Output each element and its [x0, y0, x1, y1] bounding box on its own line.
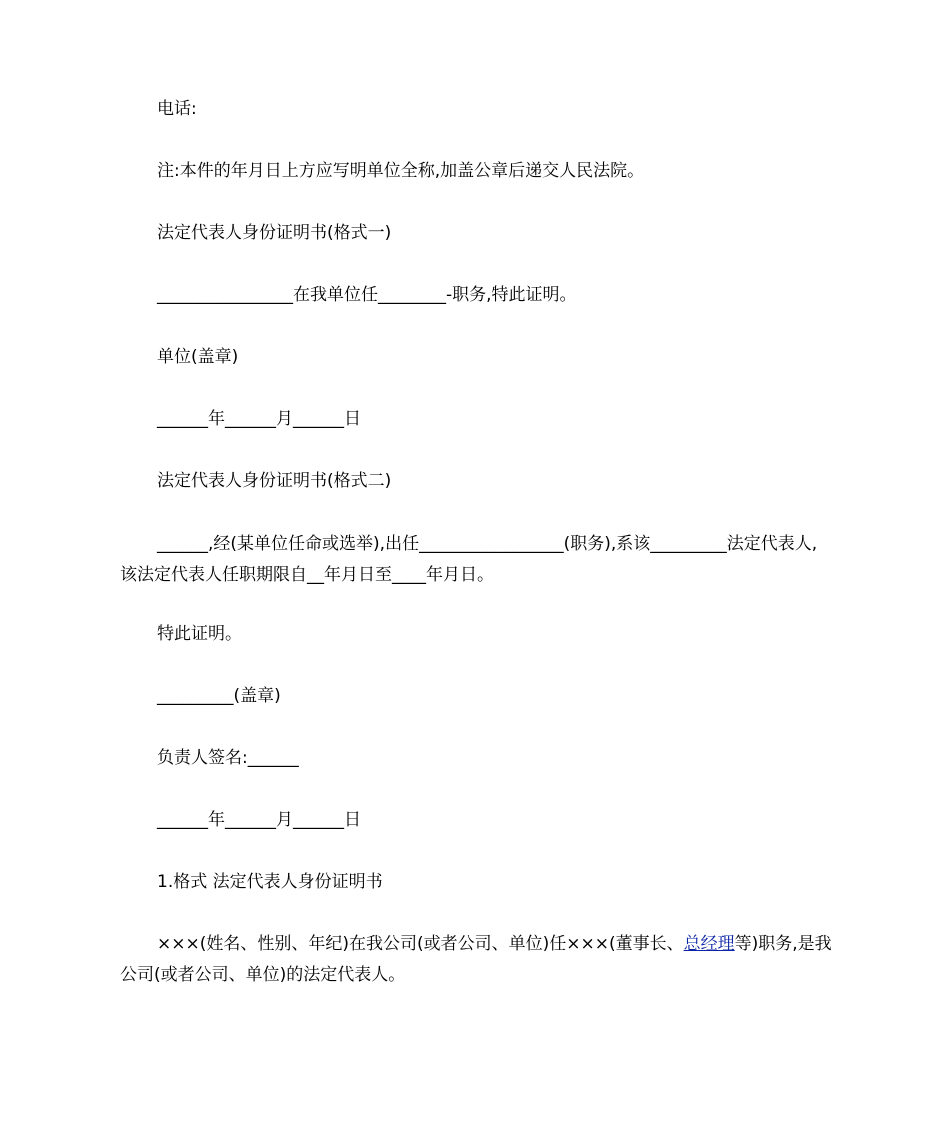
section1-body-end: 等)职务,是我公司(或者公司、单位)的法定代表人。 — [120, 934, 832, 985]
format2-signature: 负责人签名:______ — [157, 748, 299, 768]
note-paragraph: 注:本件的年月日上方应写明单位全称,加盖公章后递交人民法院。 — [157, 161, 645, 181]
general-manager-link[interactable]: 总经理 — [683, 934, 735, 954]
format2-date: ______年______月______日 — [157, 810, 361, 830]
format2-title: 法定代表人身份证明书(格式二) — [157, 471, 392, 491]
format2-certify: 特此证明。 — [157, 624, 242, 644]
format1-body: ________________在我单位任________-职务,特此证明。 — [157, 285, 577, 305]
format1-title: 法定代表人身份证明书(格式一) — [157, 223, 392, 243]
phone-label: 电话: — [157, 99, 197, 119]
format1-seal: 单位(盖章) — [157, 347, 239, 367]
format2-body: ______,经(某单位任命或选举),出任_________________(职务),系该_________法定代表人,该法定代表人任职期限自__年月日至____年月日。 — [120, 534, 818, 585]
format1-date: ______年______月______日 — [157, 409, 361, 429]
section1-body — [120, 929, 832, 991]
section1-title: 1.格式 法定代表人身份证明书 — [157, 872, 383, 892]
format2-seal: _________(盖章) — [157, 686, 281, 706]
section1-body-start: ×××(姓名、性别、年纪)在我公司(或者公司、单位)任×××(董事长、 — [157, 934, 684, 954]
